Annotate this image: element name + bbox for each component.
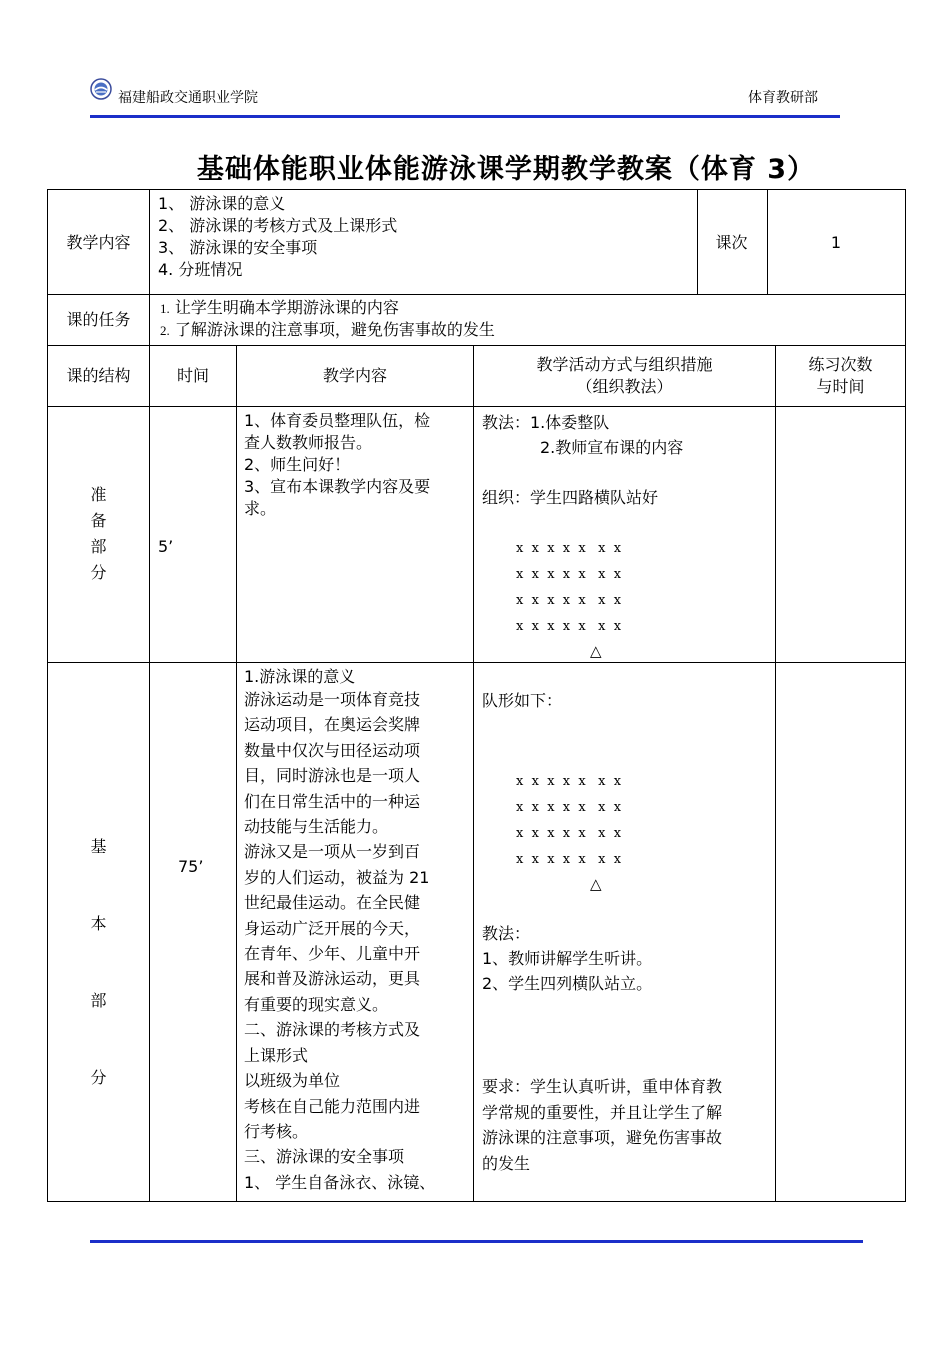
main-content-line: 游泳又是一项从一岁到百 — [244, 842, 421, 862]
content-item: 3、 游泳课的安全事项 — [158, 238, 318, 257]
header-rule — [90, 115, 840, 118]
divider — [697, 190, 698, 295]
main-method-line: 教法： — [482, 924, 531, 943]
main-label — [48, 836, 149, 1089]
main-label-char: 部 — [90, 991, 107, 1010]
content-item: 2、 游泳课的考核方式及上课形式 — [158, 216, 398, 235]
prep-label — [48, 482, 149, 586]
prep-content — [244, 410, 472, 520]
col-method-line2: （组织教法） — [576, 377, 673, 396]
main-content-line: 在青年、少年、儿童中开 — [244, 944, 421, 964]
formation-row: x x x x x x x — [516, 619, 622, 634]
main-content-line: 以班级为单位 — [244, 1071, 341, 1091]
prep-content-line: 查人数教师报告。 — [244, 433, 373, 452]
main-content-line: 世纪最佳运动。在全民健 — [244, 893, 421, 913]
main-content-line: 二、游泳课的考核方式及 — [244, 1020, 421, 1040]
col-structure: 课的结构 — [66, 366, 131, 385]
main-content-line: 有重要的现实意义。 — [244, 994, 389, 1014]
teacher-triangle-icon: △ — [590, 642, 602, 660]
col-method-line1: 教学活动方式与组织措施 — [536, 355, 713, 374]
formation-row: x x x x x x x — [516, 541, 622, 556]
main-content-line: 三、游泳课的安全事项 — [244, 1147, 405, 1167]
main-method — [482, 921, 772, 996]
prep-content-line: 1、体育委员整理队伍，检 — [244, 411, 431, 430]
teacher-triangle-icon: △ — [590, 875, 602, 893]
divider — [767, 190, 768, 295]
prep-label-char: 分 — [90, 563, 107, 582]
department-name: 体育教研部 — [748, 90, 818, 106]
main-content-line: 目，同时游泳也是一项人 — [244, 766, 421, 786]
main-label-char: 基 — [90, 837, 107, 856]
task-item — [160, 319, 860, 341]
lesson-number: 1 — [830, 232, 842, 252]
school-name: 福建船政交通职业学院 — [118, 90, 258, 106]
col-practice — [776, 346, 905, 406]
divider — [236, 346, 237, 1201]
main-label-char: 分 — [90, 1068, 107, 1087]
divider — [149, 190, 150, 345]
requirement-line: 学常规的重要性，并且让学生了解 — [482, 1102, 723, 1122]
requirement-line: 的发生 — [482, 1153, 531, 1173]
task-items — [160, 297, 860, 343]
main-method-line: 2、学生四列横队站立。 — [482, 974, 653, 993]
divider — [48, 406, 905, 407]
divider — [775, 346, 776, 1201]
col-practice-line2: 与时间 — [816, 377, 865, 396]
prep-time: 5’ — [158, 537, 174, 556]
main-content-line: 1、 学生自备泳衣、泳镜、 — [244, 1172, 436, 1192]
formation-row: x x x x x x x — [516, 826, 622, 841]
content-items — [158, 193, 698, 293]
main-content-line: 们在日常生活中的一种运 — [244, 791, 421, 811]
main-content-line: 身运动广泛开展的今天， — [244, 918, 421, 938]
task-item — [160, 297, 860, 319]
main-content-line: 考核在自己能力范围内进 — [244, 1096, 421, 1116]
requirement-line: 要求：学生认真听讲，重申体育教 — [482, 1077, 723, 1096]
prep-label-char: 备 — [90, 511, 107, 530]
col-time: 时间 — [176, 366, 209, 385]
lesson-table — [47, 345, 906, 1202]
main-content-line: 动技能与生活能力。 — [244, 817, 389, 837]
prep-method-line: 组织：学生四路横队站好 — [482, 488, 659, 507]
main-content-line: 展和普及游泳运动，更具 — [244, 969, 421, 989]
content-label: 教学内容 — [66, 232, 131, 252]
main-content-line: 上课形式 — [244, 1045, 309, 1065]
info-table — [47, 189, 906, 346]
main-requirement — [482, 1074, 774, 1176]
formation-row: x x x x x x x — [516, 774, 622, 789]
prep-method-line: 教法：1.体委整队 — [482, 413, 610, 432]
formation-row: x x x x x x x — [516, 800, 622, 815]
prep-method-line: 2.教师宣布课的内容 — [540, 438, 684, 457]
main-content-line: 数量中仅次与田径运动项 — [244, 740, 421, 760]
main-label-char: 本 — [90, 914, 107, 933]
requirement-line: 游泳课的注意事项，避免伤害事故 — [482, 1128, 723, 1147]
divider — [48, 294, 905, 295]
main-formation-title: 队形如下： — [482, 691, 563, 710]
prep-content-line: 2、师生问好！ — [244, 455, 351, 474]
main-content-line: 1.游泳课的意义 — [244, 667, 356, 686]
lesson-label: 课次 — [715, 232, 748, 252]
prep-method — [482, 410, 772, 510]
prep-label-char: 准 — [90, 485, 107, 504]
main-content-line: 游泳运动是一项体育竞技 — [244, 690, 421, 709]
content-item: 1、 游泳课的意义 — [158, 194, 286, 213]
task-number: 2. — [160, 323, 170, 338]
divider — [473, 346, 474, 1201]
task-number: 1. — [160, 301, 170, 316]
school-emblem-icon — [90, 78, 112, 100]
main-time: 75’ — [178, 857, 204, 876]
prep-formation — [516, 536, 716, 662]
main-formation — [516, 769, 716, 895]
divider — [48, 662, 905, 663]
col-practice-line1: 练习次数 — [808, 355, 873, 374]
page-title: 基础体能职业体能游泳课学期教学教案（体育 3） — [196, 154, 816, 185]
page-header — [90, 78, 840, 112]
divider — [149, 346, 150, 1201]
prep-content-line: 求。 — [244, 499, 277, 518]
prep-label-char: 部 — [90, 537, 107, 556]
col-method — [474, 346, 775, 406]
prep-content-line: 3、宣布本课教学内容及要 — [244, 477, 431, 496]
content-item: 4. 分班情况 — [158, 260, 243, 279]
col-content: 教学内容 — [322, 366, 387, 385]
task-text: 了解游泳课的注意事项，避免伤害事故的发生 — [174, 320, 495, 339]
main-content — [244, 667, 472, 1195]
formation-row: x x x x x x x — [516, 567, 622, 582]
formation-row: x x x x x x x — [516, 852, 622, 867]
footer-rule — [90, 1240, 863, 1243]
formation-row: x x x x x x x — [516, 593, 622, 608]
main-content-line: 运动项目，在奥运会奖牌 — [244, 715, 421, 735]
task-text: 让学生明确本学期游泳课的内容 — [174, 298, 399, 317]
task-label: 课的任务 — [66, 310, 131, 329]
main-content-line: 行考核。 — [244, 1121, 309, 1141]
main-content-line: 岁的人们运动，被益为 21 — [244, 867, 430, 887]
main-method-line: 1、教师讲解学生听讲。 — [482, 949, 653, 968]
